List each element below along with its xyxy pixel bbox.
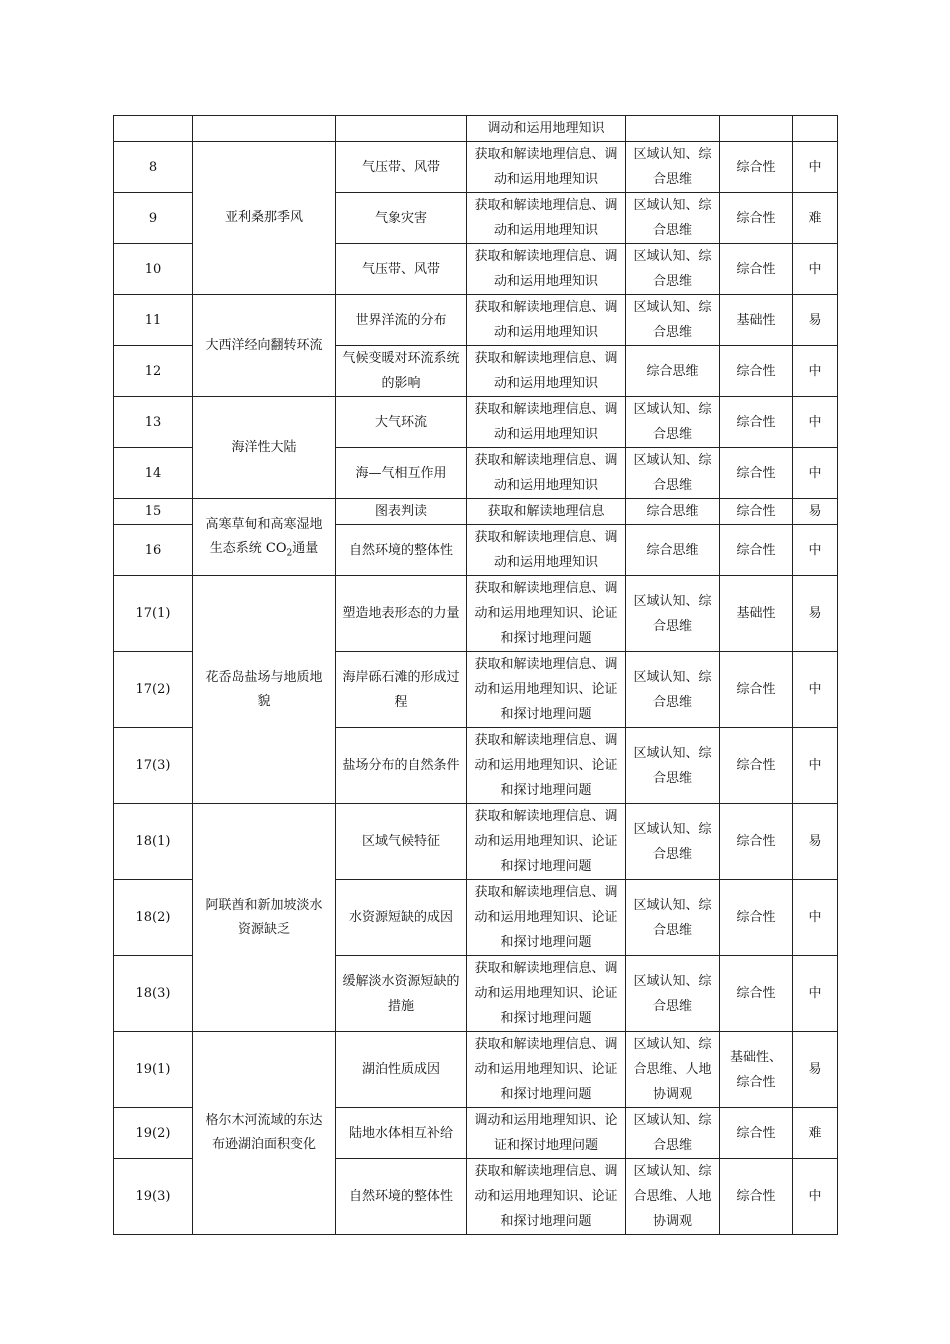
difficulty: 中 bbox=[793, 652, 838, 728]
difficulty: 中 bbox=[793, 880, 838, 956]
feature-type: 基础性 bbox=[720, 295, 793, 346]
knowledge-focus: 自然环境的整体性 bbox=[336, 1159, 467, 1235]
question-number: 11 bbox=[114, 295, 193, 346]
core-literacy: 区域认知、综合思维 bbox=[626, 295, 720, 346]
difficulty: 中 bbox=[793, 1159, 838, 1235]
table-row bbox=[114, 142, 838, 193]
question-number bbox=[114, 116, 193, 142]
feature-type: 基础性 bbox=[720, 576, 793, 652]
feature-type: 综合性 bbox=[720, 1108, 793, 1159]
difficulty: 易 bbox=[793, 1032, 838, 1108]
topic-cell: 亚利桑那季风 bbox=[193, 142, 336, 295]
question-number: 17(3) bbox=[114, 728, 193, 804]
question-number: 13 bbox=[114, 397, 193, 448]
core-literacy: 区域认知、综合思维、人地协调观 bbox=[626, 1032, 720, 1108]
difficulty bbox=[793, 116, 838, 142]
feature-type: 综合性 bbox=[720, 652, 793, 728]
topic-cell bbox=[193, 499, 336, 576]
table-row bbox=[114, 116, 838, 142]
knowledge-focus: 水资源短缺的成因 bbox=[336, 880, 467, 956]
table-row bbox=[114, 804, 838, 880]
topic-cell: 大西洋经向翻转环流 bbox=[193, 295, 336, 397]
core-literacy: 区域认知、综合思维 bbox=[626, 142, 720, 193]
knowledge-focus: 盐场分布的自然条件 bbox=[336, 728, 467, 804]
knowledge-focus: 缓解淡水资源短缺的措施 bbox=[336, 956, 467, 1032]
question-number: 17(2) bbox=[114, 652, 193, 728]
knowledge-focus: 海—气相互作用 bbox=[336, 448, 467, 499]
ability-requirement: 获取和解读地理信息、调动和运用地理知识 bbox=[467, 193, 626, 244]
feature-type: 综合性 bbox=[720, 397, 793, 448]
knowledge-focus: 图表判读 bbox=[336, 499, 467, 525]
difficulty: 中 bbox=[793, 397, 838, 448]
question-number: 19(2) bbox=[114, 1108, 193, 1159]
question-number: 18(1) bbox=[114, 804, 193, 880]
question-number: 18(3) bbox=[114, 956, 193, 1032]
table-row bbox=[114, 499, 838, 525]
core-literacy: 综合思维 bbox=[626, 499, 720, 525]
core-literacy: 区域认知、综合思维 bbox=[626, 956, 720, 1032]
difficulty: 易 bbox=[793, 576, 838, 652]
difficulty: 中 bbox=[793, 525, 838, 576]
difficulty: 中 bbox=[793, 244, 838, 295]
feature-type: 基础性、综合性 bbox=[720, 1032, 793, 1108]
ability-requirement: 获取和解读地理信息、调动和运用地理知识 bbox=[467, 397, 626, 448]
topic-cell: 海洋性大陆 bbox=[193, 397, 336, 499]
ability-requirement: 获取和解读地理信息、调动和运用地理知识 bbox=[467, 346, 626, 397]
ability-requirement: 调动和运用地理知识、论证和探讨地理问题 bbox=[467, 1108, 626, 1159]
difficulty: 中 bbox=[793, 956, 838, 1032]
knowledge-focus: 陆地水体相互补给 bbox=[336, 1108, 467, 1159]
ability-requirement: 获取和解读地理信息、调动和运用地理知识 bbox=[467, 244, 626, 295]
feature-type: 综合性 bbox=[720, 956, 793, 1032]
ability-requirement: 获取和解读地理信息、调动和运用地理知识 bbox=[467, 295, 626, 346]
topic-cell: 花岙岛盐场与地质地貌 bbox=[193, 576, 336, 804]
core-literacy: 区域认知、综合思维 bbox=[626, 397, 720, 448]
question-number: 19(1) bbox=[114, 1032, 193, 1108]
subscript: 2 bbox=[286, 548, 293, 559]
question-number: 19(3) bbox=[114, 1159, 193, 1235]
knowledge-focus: 海岸砾石滩的形成过程 bbox=[336, 652, 467, 728]
feature-type: 综合性 bbox=[720, 448, 793, 499]
knowledge-focus: 气压带、风带 bbox=[336, 244, 467, 295]
ability-requirement: 获取和解读地理信息、调动和运用地理知识、论证和探讨地理问题 bbox=[467, 652, 626, 728]
core-literacy: 区域认知、综合思维、人地协调观 bbox=[626, 1159, 720, 1235]
question-number: 9 bbox=[114, 193, 193, 244]
knowledge-focus bbox=[336, 116, 467, 142]
difficulty: 中 bbox=[793, 448, 838, 499]
core-literacy: 区域认知、综合思维 bbox=[626, 244, 720, 295]
core-literacy: 区域认知、综合思维 bbox=[626, 652, 720, 728]
difficulty: 易 bbox=[793, 295, 838, 346]
topic-cell: 格尔木河流域的东达布逊湖泊面积变化 bbox=[193, 1032, 336, 1235]
ability-requirement: 获取和解读地理信息、调动和运用地理知识、论证和探讨地理问题 bbox=[467, 728, 626, 804]
core-literacy: 区域认知、综合思维 bbox=[626, 193, 720, 244]
feature-type: 综合性 bbox=[720, 142, 793, 193]
topic-text-end: 通量 bbox=[292, 541, 319, 556]
question-number: 17(1) bbox=[114, 576, 193, 652]
topic-cell bbox=[193, 116, 336, 142]
feature-type: 综合性 bbox=[720, 804, 793, 880]
feature-type: 综合性 bbox=[720, 193, 793, 244]
core-literacy: 综合思维 bbox=[626, 346, 720, 397]
ability-requirement: 获取和解读地理信息、调动和运用地理知识、论证和探讨地理问题 bbox=[467, 880, 626, 956]
difficulty: 易 bbox=[793, 499, 838, 525]
core-literacy: 区域认知、综合思维 bbox=[626, 804, 720, 880]
core-literacy: 综合思维 bbox=[626, 525, 720, 576]
ability-requirement: 获取和解读地理信息、调动和运用地理知识 bbox=[467, 525, 626, 576]
ability-requirement: 获取和解读地理信息、调动和运用地理知识、论证和探讨地理问题 bbox=[467, 1159, 626, 1235]
ability-requirement: 获取和解读地理信息、调动和运用地理知识 bbox=[467, 448, 626, 499]
core-literacy: 区域认知、综合思维 bbox=[626, 880, 720, 956]
question-number: 14 bbox=[114, 448, 193, 499]
ability-requirement: 调动和运用地理知识 bbox=[467, 116, 626, 142]
question-number: 15 bbox=[114, 499, 193, 525]
knowledge-focus: 湖泊性质成因 bbox=[336, 1032, 467, 1108]
question-number: 16 bbox=[114, 525, 193, 576]
feature-type: 综合性 bbox=[720, 244, 793, 295]
ability-requirement: 获取和解读地理信息、调动和运用地理知识、论证和探讨地理问题 bbox=[467, 956, 626, 1032]
knowledge-focus: 区域气候特征 bbox=[336, 804, 467, 880]
difficulty: 中 bbox=[793, 728, 838, 804]
difficulty: 难 bbox=[793, 1108, 838, 1159]
question-number: 8 bbox=[114, 142, 193, 193]
feature-type bbox=[720, 116, 793, 142]
feature-type: 综合性 bbox=[720, 346, 793, 397]
knowledge-focus: 世界洋流的分布 bbox=[336, 295, 467, 346]
core-literacy: 区域认知、综合思维 bbox=[626, 448, 720, 499]
question-analysis-table bbox=[113, 115, 838, 1235]
difficulty: 中 bbox=[793, 142, 838, 193]
question-number: 10 bbox=[114, 244, 193, 295]
table-row bbox=[114, 397, 838, 448]
question-number: 12 bbox=[114, 346, 193, 397]
ability-requirement: 获取和解读地理信息、调动和运用地理知识、论证和探讨地理问题 bbox=[467, 1032, 626, 1108]
topic-cell: 阿联酋和新加坡淡水资源缺乏 bbox=[193, 804, 336, 1032]
table-row bbox=[114, 576, 838, 652]
ability-requirement: 获取和解读地理信息、调动和运用地理知识、论证和探讨地理问题 bbox=[467, 576, 626, 652]
table-row bbox=[114, 295, 838, 346]
core-literacy: 区域认知、综合思维 bbox=[626, 728, 720, 804]
ability-requirement: 获取和解读地理信息、调动和运用地理知识、论证和探讨地理问题 bbox=[467, 804, 626, 880]
knowledge-focus: 塑造地表形态的力量 bbox=[336, 576, 467, 652]
feature-type: 综合性 bbox=[720, 499, 793, 525]
feature-type: 综合性 bbox=[720, 880, 793, 956]
difficulty: 易 bbox=[793, 804, 838, 880]
knowledge-focus: 气压带、风带 bbox=[336, 142, 467, 193]
feature-type: 综合性 bbox=[720, 1159, 793, 1235]
knowledge-focus: 气候变暖对环流系统的影响 bbox=[336, 346, 467, 397]
difficulty: 难 bbox=[793, 193, 838, 244]
core-literacy: 区域认知、综合思维 bbox=[626, 1108, 720, 1159]
ability-requirement: 获取和解读地理信息、调动和运用地理知识 bbox=[467, 142, 626, 193]
ability-requirement: 获取和解读地理信息 bbox=[467, 499, 626, 525]
question-number: 18(2) bbox=[114, 880, 193, 956]
core-literacy bbox=[626, 116, 720, 142]
feature-type: 综合性 bbox=[720, 525, 793, 576]
knowledge-focus: 自然环境的整体性 bbox=[336, 525, 467, 576]
topic-text: 高寒草甸和高寒湿地生态系统 CO bbox=[205, 517, 323, 556]
difficulty: 中 bbox=[793, 346, 838, 397]
core-literacy: 区域认知、综合思维 bbox=[626, 576, 720, 652]
table-row bbox=[114, 1032, 838, 1108]
knowledge-focus: 大气环流 bbox=[336, 397, 467, 448]
feature-type: 综合性 bbox=[720, 728, 793, 804]
knowledge-focus: 气象灾害 bbox=[336, 193, 467, 244]
